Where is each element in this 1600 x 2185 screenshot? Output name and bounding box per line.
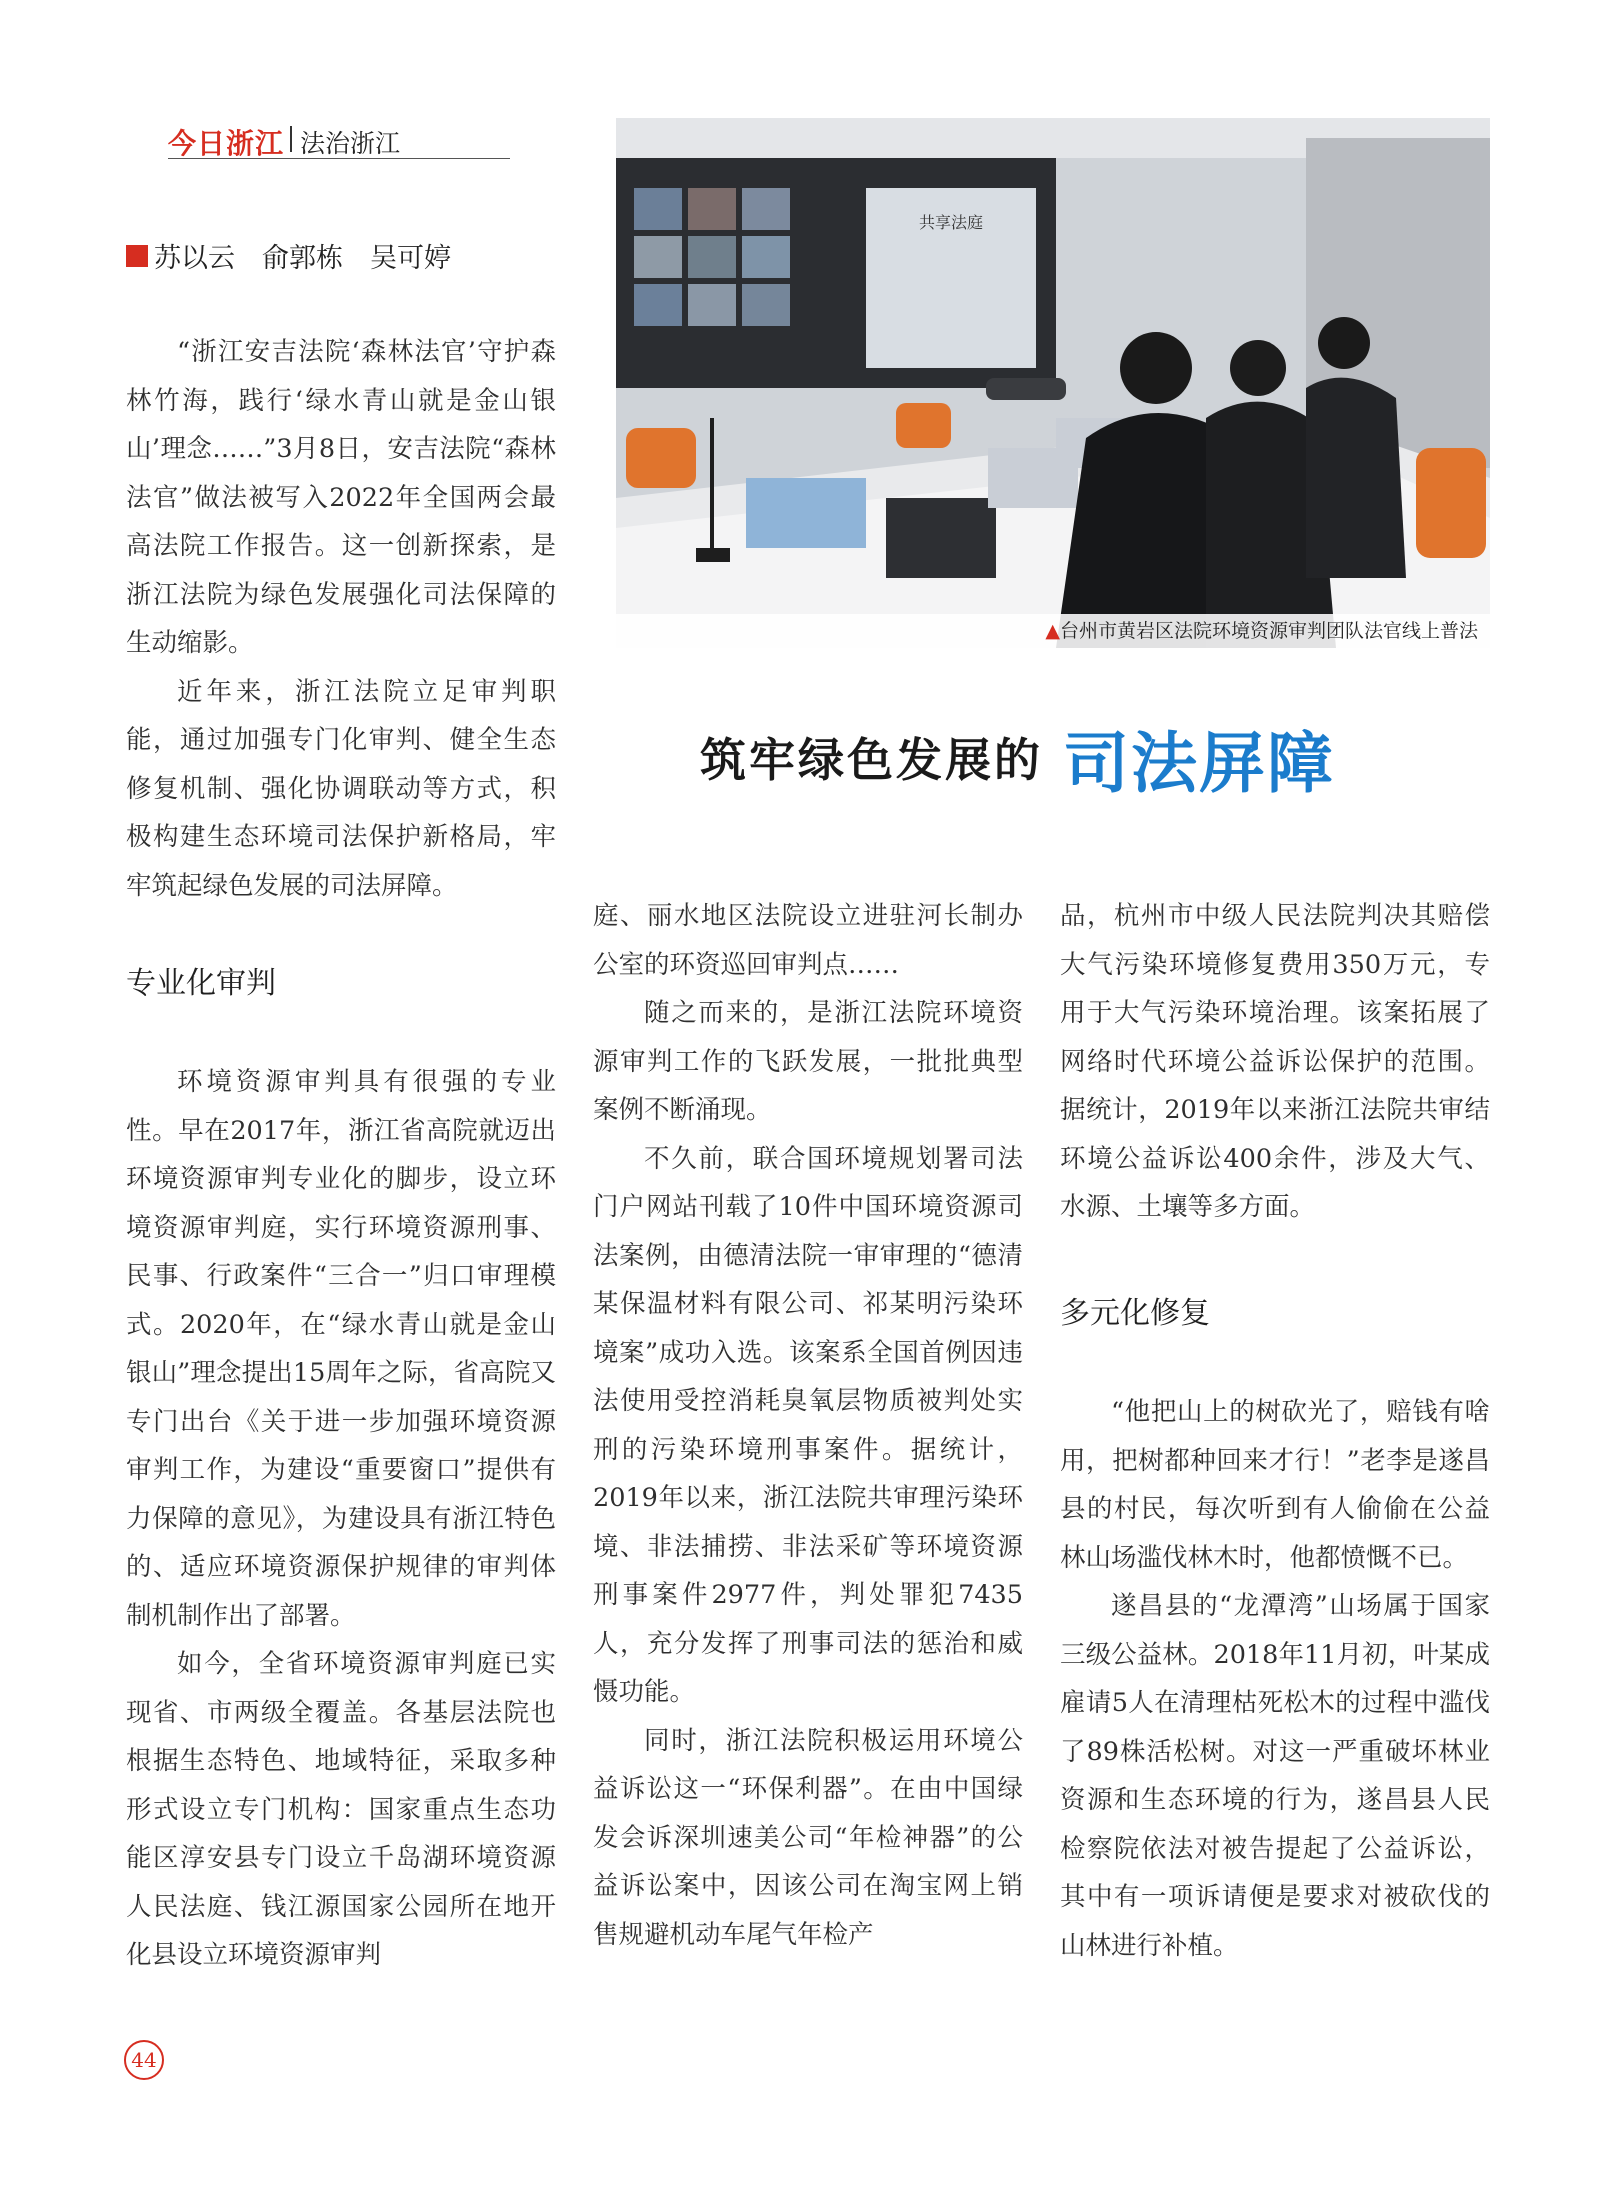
title-part-2: 司法屏障 bbox=[1063, 724, 1335, 802]
paragraph: 遂昌县的“龙潭湾”山场属于国家三级公益林。2018年11月初，叶某成雇请5人在清理枯死松木的过程中滥伐了89株活松树。对这一严重破坏林业资源和生态环境的行为，遂昌县人民检察院依法对被告提起了公益诉讼，其中有一项诉请便是要求对被砍伐的山林进行补植。 bbox=[1060, 1591, 1490, 1961]
column-1-intro bbox=[126, 328, 556, 910]
column-2-body bbox=[593, 892, 1023, 1959]
title-part-1: 筑牢绿色发展的 bbox=[700, 733, 1043, 787]
paragraph: 同时，浙江法院积极运用环境公益诉讼这一“环保利器”。在由中国绿发会诉深圳速美公司“年检神器”的公益诉讼案中，因该公司在淘宝网上销售规避机动车尾气年检产 bbox=[593, 1725, 1023, 1950]
paragraph: 庭、丽水地区法院设立进驻河长制办公室的环资巡回审判点…… bbox=[593, 901, 1023, 980]
subhead-specialized-trial: 专业化审判 bbox=[126, 966, 276, 1001]
paragraph: 品，杭州市中级人民法院判决其赔偿大气污染环境修复费用350万元，专用于大气污染环境治理。该案拓展了网络时代环境公益诉讼保护的范围。据统计，2019年以来浙江法院共审结环境公益诉讼400余件，涉及大气、水源、土壤等多方面。 bbox=[1060, 901, 1490, 1222]
paragraph: 如今，全省环境资源审判庭已实现省、市两级全覆盖。各基层法院也根据生态特色、地域特征，采取多种形式设立专门机构：国家重点生态功能区淳安县专门设立千岛湖环境资源人民法庭、钱江源国家公园所在地开化县设立环境资源审判 bbox=[126, 1649, 556, 1970]
column-3-body-2 bbox=[1060, 1388, 1490, 1970]
paragraph: 随之而来的，是浙江法院环境资源审判工作的飞跃发展，一批批典型案例不断涌现。 bbox=[593, 998, 1023, 1125]
byline-marker bbox=[126, 245, 148, 267]
header-separator bbox=[290, 126, 292, 152]
subhead-diverse-restoration: 多元化修复 bbox=[1060, 1296, 1210, 1331]
paragraph: “浙江安吉法院‘森林法官’守护森林竹海，践行‘绿水青山就是金山银山’理念……”3月8日，安吉法院“森林法官”做法被写入2022年全国两会最高法院工作报告。这一创新探索，是浙江法院为绿色发展强化司法保障的生动缩影。 bbox=[126, 337, 556, 658]
caption-triangle-icon: ▲ bbox=[1045, 620, 1060, 642]
photo-caption bbox=[616, 614, 1490, 648]
courtroom-illustration bbox=[616, 118, 1490, 648]
screen-label: 共享法庭 bbox=[918, 213, 984, 232]
paragraph: 不久前，联合国环境规划署司法门户网站刊载了10件中国环境资源司法案例，由德清法院一审审理的“德清某保温材料有限公司、祁某明污染环境案”成功入选。该案系全国首例因违法使用受控消耗臭氧层物质被判处实刑的污染环境刑事案件。据统计，2019年以来，浙江法院共审理污染环境、非法捕捞、非法采矿等环境资源刑事案件2977件，判处罪犯7435人，充分发挥了刑事司法的惩治和威慑功能。 bbox=[593, 1143, 1023, 1707]
article-title bbox=[700, 712, 1500, 802]
paragraph: 环境资源审判具有很强的专业性。早在2017年，浙江省高院就迈出环境资源审判专业化的脚步，设立环境资源审判庭，实行环境资源刑事、民事、行政案件“三合一”归口审理模式。2020年，在“绿水青山就是金山银山”理念提出15周年之际，省高院又专门出台《关于进一步加强环境资源审判工作，为建设“重要窗口”提供有力保障的意见》，为建设具有浙江特色的、适应环境资源保护规律的审判体制机制作出了部署。 bbox=[126, 1067, 556, 1631]
magazine-header bbox=[168, 122, 510, 159]
section-name: 法治浙江 bbox=[300, 129, 401, 158]
column-1-body bbox=[126, 1058, 556, 1980]
caption-text: 台州市黄岩区法院环境资源审判团队法官线上普法 bbox=[1059, 620, 1478, 642]
paragraph: “他把山上的树砍光了，赔钱有啥用，把树都种回来才行！”老李是遂昌县的村民，每次听到有人偷偷在公益林山场滥伐林木时，他都愤慨不已。 bbox=[1060, 1397, 1490, 1573]
article-photo bbox=[616, 118, 1490, 648]
byline bbox=[126, 236, 451, 275]
author-names: 苏以云 俞郭栋 吴可婷 bbox=[154, 243, 451, 274]
page-number: 44 bbox=[124, 2040, 164, 2080]
paragraph: 近年来，浙江法院立足审判职能，通过加强专门化审判、健全生态修复机制、强化协调联动等方式，积极构建生态环境司法保护新格局，牢牢筑起绿色发展的司法屏障。 bbox=[126, 676, 556, 901]
column-3-body bbox=[1060, 892, 1490, 1232]
magazine-brand: 今日浙江 bbox=[168, 127, 285, 160]
